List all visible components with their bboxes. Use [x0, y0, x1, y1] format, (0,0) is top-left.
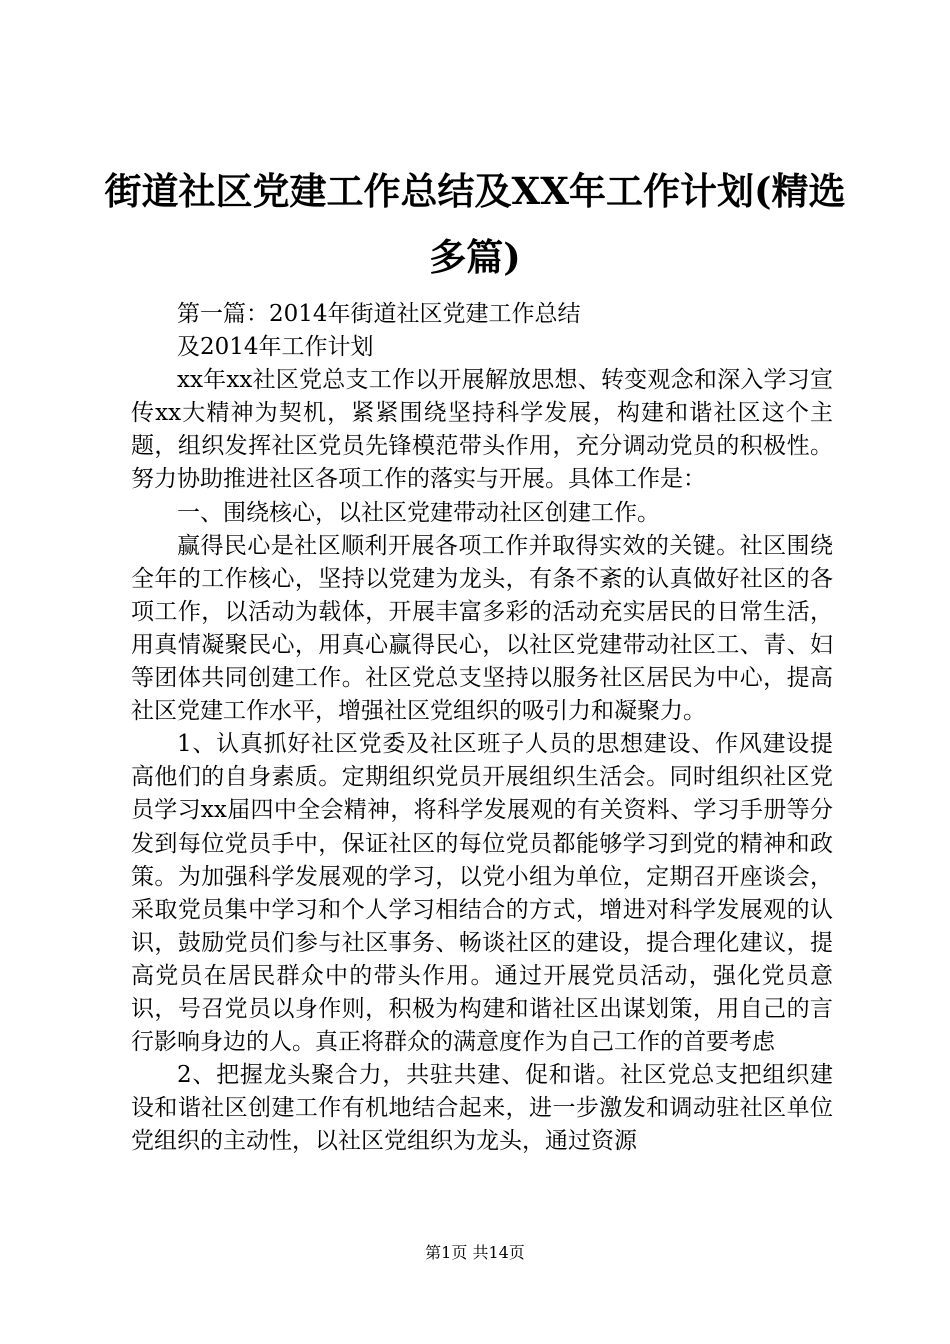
paragraph: xx年xx社区党总支工作以开展解放思想、转变观念和深入学习宣传xx大精神为契机，紧紧围绕坚持科学发展，构建和谐社区这个主题，组织发挥社区党员先锋模范带头作用，充分调动党员的积极性。努力协助推进社区各项工作的落实与开展。具体工作是： [131, 367, 833, 493]
page-number-footer: 第1页 共14页 [425, 1243, 525, 1262]
paragraph-section-heading: 第一篇：2014年街道社区党建工作总结 [177, 301, 581, 327]
paragraph: 赢得民心是社区顺利开展各项工作并取得实效的关键。社区围绕全年的工作核心，坚持以党建为龙头，有条不紊的认真做好社区的各项工作，以活动为载体，开展丰富多彩的活动充实居民的日常生活，用真情凝聚民心，用真心赢得民心，以社区党建带动社区工、青、妇等团体共同创建工作。社区党总支坚持以服务社区居民为中心，提高社区党建工作水平，增强社区党组织的吸引力和凝聚力。 [131, 532, 833, 725]
paragraph-section-heading-cont: 及2014年工作计划 [177, 334, 374, 361]
paragraph: 2、把握龙头聚合力，共驻共建、促和谐。社区党总支把组织建设和谐社区创建工作有机地结合起来，进一步激发和调动驻社区单位党组织的主动性，以社区党组织为龙头，通过资源 [131, 1062, 833, 1155]
paragraph-subheading: 一、围绕核心，以社区党建带动社区创建工作。 [177, 499, 660, 526]
document-body [131, 298, 833, 1158]
document-title: 街道社区党建工作总结及XX年工作计划(精选多篇) [104, 169, 846, 279]
paragraph: 1、认真抓好社区党委及社区班子人员的思想建设、作风建设提高他们的自身素质。定期组织党员开展组织生活会。同时组织社区党员学习xx届四中全会精神，将科学发展观的有关资料、学习手册等分发到每位党员手中，保证社区的每位党员都能够学习到党的精神和政策。为加强科学发展观的学习，以党小组为单位，定期召开座谈会，采取党员集中学习和个人学习相结合的方式，增进对科学发展观的认识，鼓励党员们参与社区事务、畅谈社区的建设，提合理化建议，提高党员在居民群众中的带头作用。通过开展党员活动，强化党员意识，号召党员以身作则，积极为构建和谐社区出谋划策，用自己的言行影响身边的人。真正将群众的满意度作为自己工作的首要考虑 [131, 731, 833, 1056]
